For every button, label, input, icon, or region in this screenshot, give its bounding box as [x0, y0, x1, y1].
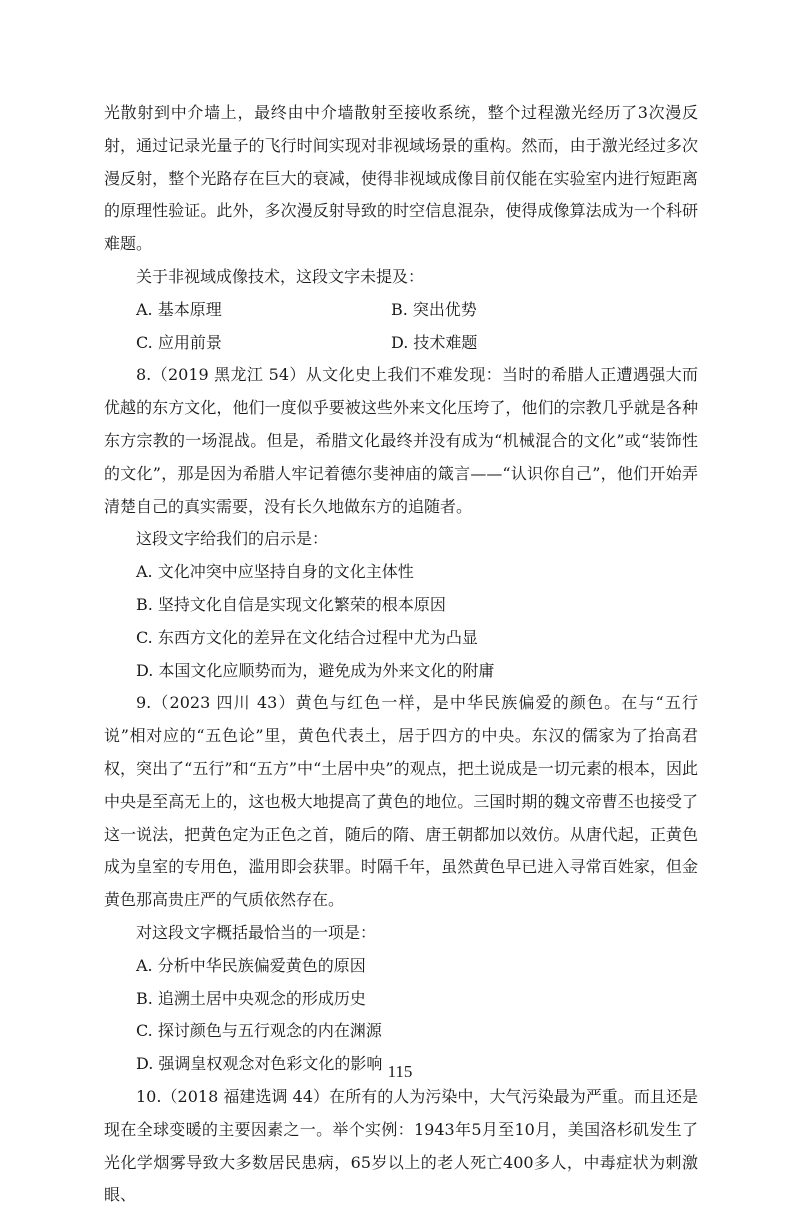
q8-option-d: D. 本国文化应顺势而为，避免成为外来文化的附庸: [136, 660, 495, 680]
q8-option-a: A. 文化冲突中应坚持自身的文化主体性: [136, 562, 414, 582]
q8-question: 这段文字给我们的启示是：: [136, 529, 329, 549]
q7-option-d: D. 技术难题: [391, 332, 478, 352]
q9-option-c: C. 探讨颜色与五行观念的内在渊源: [136, 1021, 382, 1041]
q7-passage-continuation: 光散射到中介墙上，最终由中介墙散射至接收系统，整个过程激光经历了3次漫反射，通过记录光量子的飞行时间实现对非视域场景的重构。然而，由于激光经过多次漫反射，整个光路存在巨大的衰减，使得非视域成像目前仅能在实验室内进行短距离的原理性验证。此外，多次漫反射导致的时空信息混杂，使得成像算法成为一个科研难题。: [104, 103, 698, 254]
q7-option-a: A. 基本原理: [136, 299, 222, 319]
page-number: 115: [387, 1062, 413, 1081]
q9-passage: 9.（2023 四川 43）黄色与红色一样，是中华民族偏爱的颜色。在与“五行说”相对应的“五色论”里，黄色代表土，居于四方的中央。东汉的儒家为了抬高君权，突出了“五行”和“五方”中“土居中央”的观点，把土说成是一切元素的根本，因此中央是至高无上的，这也极大地提高了黄色的地位。三国时期的魏文帝曹丕也接受了这一说法，把黄色定为正色之首，随后的隋、唐王朝都加以效仿。从唐代起，正黄色成为皇室的专用色，滥用即会获罪。时隔千年，虽然黄色早已进入寻常百姓家，但金黄色那高贵庄严的气质依然存在。: [104, 693, 698, 910]
q7-option-b: B. 突出优势: [391, 299, 477, 319]
q8-option-c: C. 东西方文化的差异在文化结合过程中尤为凸显: [136, 627, 478, 647]
q9-question: 对这段文字概括最恰当的一项是：: [136, 922, 377, 942]
q7-options-row-1: [104, 294, 698, 327]
q9-option-a: A. 分析中华民族偏爱黄色的原因: [136, 955, 366, 975]
q7-option-c: C. 应用前景: [136, 332, 222, 352]
q7-options-row-2: [104, 327, 698, 360]
page-content: [104, 97, 698, 1212]
q8-passage: 8.（2019 黑龙江 54）从文化史上我们不难发现：当时的希腊人正遭遇强大而优越的东方文化，他们一度似乎要被这些外来文化压垮了，他们的宗教几乎就是各种东方宗教的一场混战。但是，希腊文化最终并没有成为“机械混合的文化”或“装饰性的文化”，那是因为希腊人牢记着德尔斐神庙的箴言——“认识你自己”，他们开始弄清楚自己的真实需要，没有长久地做东方的追随者。: [104, 365, 698, 516]
q9-option-b: B. 追溯土居中央观念的形成历史: [136, 988, 366, 1008]
q7-question: 关于非视域成像技术，这段文字未提及：: [136, 266, 425, 286]
q8-option-b: B. 坚持文化自信是实现文化繁荣的根本原因: [136, 594, 446, 614]
q10-passage: 10.（2018 福建选调 44）在所有的人为污染中，大气污染最为严重。而且还是现在全球变暖的主要因素之一。举个实例：1943年5月至10月，美国洛杉矶发生了光化学烟雾导致大多数居民患病，65岁以上的老人死亡400多人，中毒症状为刺激眼、: [104, 1086, 698, 1205]
q9-option-d: D. 强调皇权观念对色彩文化的影响: [136, 1054, 383, 1074]
